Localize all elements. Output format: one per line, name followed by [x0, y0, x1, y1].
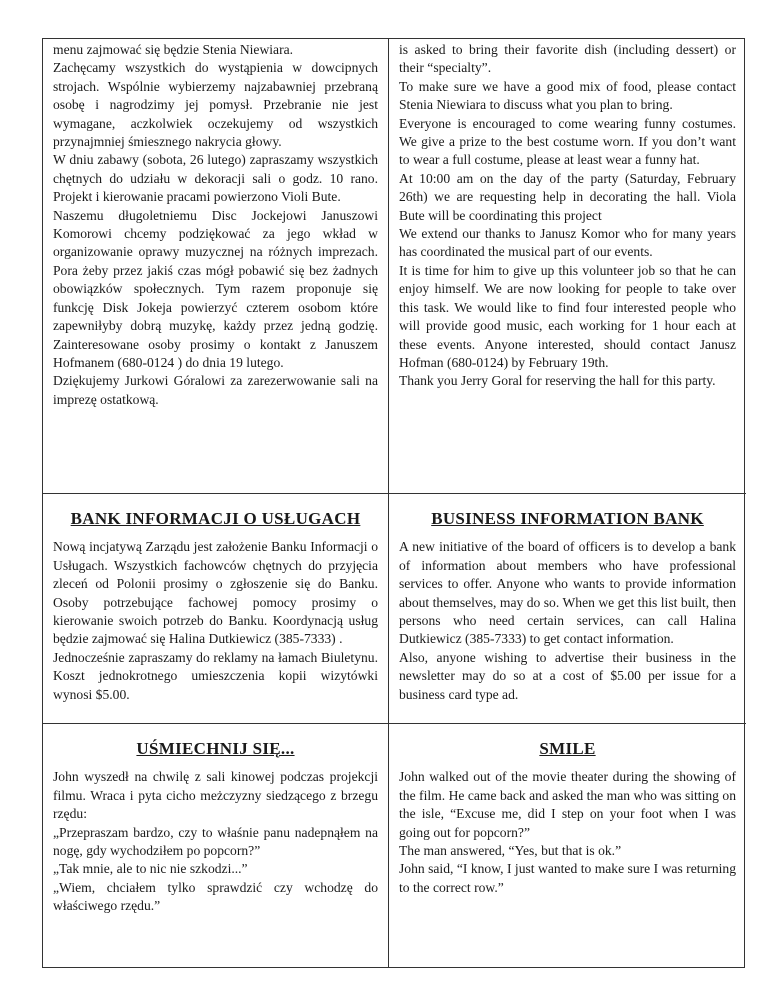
paragraph: John said, “I know, I just wanted to make sure I was returning to the correct row.” — [399, 861, 736, 895]
paragraph: John walked out of the movie theater during the showing of the film. He came back and asked the man who was sitting on the isle, “Excuse me, did I step on your foot when I was going out for popcorn?” — [399, 769, 736, 840]
paragraph: A new initiative of the board of officers is to develop a bank of information about members who have professional services to offer. Anyone who wants to provide information about themselves, may do so. When we get this list built, then persons who need certain services, can call Halina Dutkiewicz (385-7333) to get contact information. — [399, 539, 736, 647]
smile-section — [389, 724, 746, 967]
paragraph: „Tak mnie, ale to nic nie szkodzi...” — [53, 861, 248, 877]
paragraph: menu zajmować się będzie Stenia Niewiara. — [53, 42, 294, 57]
paragraph: Thank you Jerry Goral for reserving the hall for this party. — [399, 373, 716, 389]
paragraph: is asked to bring their favorite dish (including dessert) or their “specialty”. — [399, 42, 736, 76]
paragraph: Jednocześnie zapraszamy do reklamy na łamach Biuletynu. Koszt jednokrotnego umieszczenia kopii wizytówki wynosi $5.00. — [53, 649, 378, 702]
paragraph: It is time for him to give up this volunteer job so that he can enjoy himself. We are now looking for people to take over this task. We would like to find four interested people who will provide good music, each working for 1 hour each at these events. Anyone interested, should contact Janusz Hofman (680-0124) by February 19th. — [399, 262, 736, 370]
section-heading: BANK INFORMACJI O USŁUGACH — [70, 509, 361, 528]
paragraph: Dziękujemy Jurkowi Góralowi za zarezerwowanie sali na imprezę ostatkową. — [53, 373, 378, 407]
usmiechnij-sie-section — [43, 724, 389, 967]
paragraph: „Wiem, chciałem tylko sprawdzić czy wchodzę do właściwego rzędu.” — [53, 879, 378, 914]
bank-informacji-section — [43, 494, 389, 724]
paragraph: Also, anyone wishing to advertise their business in the newsletter may do so at a cost of $5.00 per issue for a business card type ad. — [399, 649, 736, 702]
paragraph: Nową incjatywą Zarządu jest założenie Banku Informacji o Usługach. Wszystkich fachowców chętnych do przyjęcia zleceń od Polonii prosimy o zgłoszenie się do Banku. Osoby potrzebujące fachowej pomocy prosimy o kierowanie swoich potrzeb do Banku. Koordynacją usług będzie zajmować się Halina Dutkiewicz (385-7333) . — [53, 539, 378, 647]
paragraph: We extend our thanks to Janusz Komor who for many years has coordinated the musical part of our events. — [399, 226, 736, 260]
section-heading: UŚMIECHNIJ SIĘ... — [136, 739, 295, 758]
paragraph: The man answered, “Yes, but that is ok.” — [399, 843, 622, 859]
newsletter-page — [42, 38, 745, 968]
top-left-section — [43, 39, 389, 494]
paragraph: Zachęcamy wszystkich do wystąpienia w dowcipnych strojach. Wspólnie wybierzemy najzabawniej przebraną osobę i nagrodzimy jej pomysł. Przebranie nie jest wymagane, aczkolwiek oczekujemy od wszystkich przynajmniej śmiesznego nakrycia głowy. — [53, 60, 378, 150]
section-heading: BUSINESS INFORMATION BANK — [431, 509, 704, 528]
business-information-bank-section — [389, 494, 746, 724]
top-right-section — [389, 39, 746, 494]
paragraph: John wyszedł na chwilę z sali kinowej podczas projekcji filmu. Wraca i pyta cicho meżczyzny siedzącego z brzegu rzędu: — [53, 769, 378, 822]
paragraph: To make sure we have a good mix of food, please contact Stenia Niewiara to discuss what you plan to bring. — [399, 78, 736, 113]
paragraph: At 10:00 am on the day of the party (Saturday, February 26th) we are requesting help in decorating the hall. Viola Bute will be coordinating this project — [399, 170, 736, 223]
paragraph: Naszemu długoletniemu Disc Jockejowi Januszowi Komorowi chcemy podziękować za jego wkład w organizowanie oprawy muzycznej na różnych imprezach. Pora żeby przez jakiś czas mógł pobawić się bez żadnych obowiązków społecznych. Tym razem proponuje się funkcję Disk Jokeja powierzyć czterem osobom które zapewniłyby dobrą muzykę, każdy przez jedną godzię. Zainteresowane osoby prosimy o kontakt z Januszem Hofmanem (680-0124 ) do dnia 19 lutego. — [53, 207, 378, 370]
section-heading: SMILE — [539, 739, 596, 758]
paragraph: Everyone is encouraged to come wearing funny costumes. We give a prize to the best costume worn. If you don’t want to wear a full costume, please at least wear a funny hat. — [399, 115, 736, 168]
paragraph: W dniu zabawy (sobota, 26 lutego) zapraszamy wszystkich chętnych do udziału w dekoracji sali o godz. 10 rano. Projekt i kierowanie pracami powierzono Violi Bute. — [53, 152, 378, 205]
paragraph: „Przepraszam bardzo, czy to właśnie panu nadepnąłem na nogę, gdy wychodziłem po popcorn?” — [53, 824, 378, 859]
